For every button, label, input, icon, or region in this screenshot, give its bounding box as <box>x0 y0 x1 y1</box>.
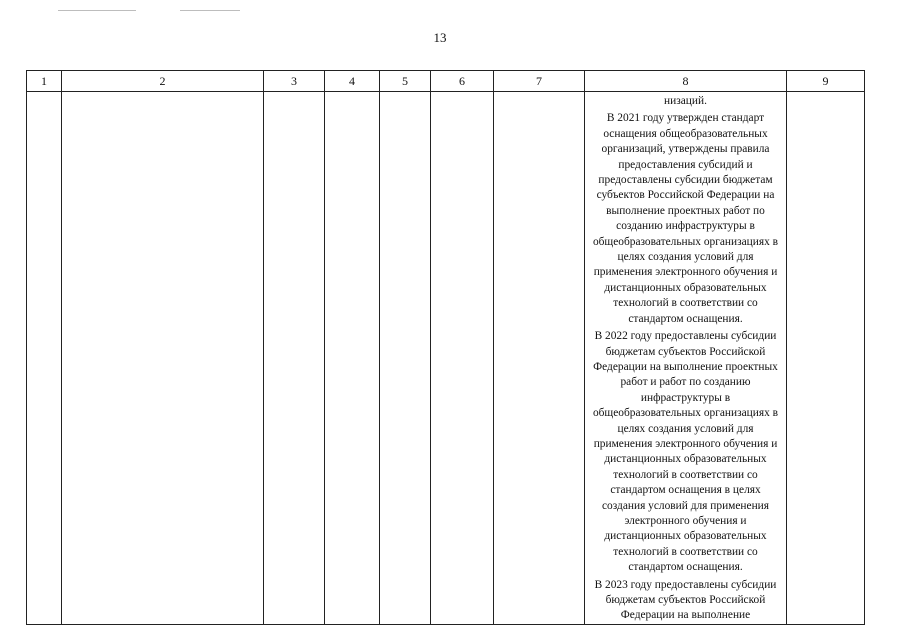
cell-col-4 <box>325 92 380 625</box>
cell-col-6 <box>431 92 494 625</box>
column-header-6: 6 <box>431 71 494 92</box>
column-header-3: 3 <box>264 71 325 92</box>
cell-col-2 <box>62 92 264 625</box>
column-header-5: 5 <box>380 71 431 92</box>
cell-col-9 <box>787 92 865 625</box>
column-header-9: 9 <box>787 71 865 92</box>
scan-artifact-top-right <box>180 10 240 11</box>
cell-col-8 <box>585 92 787 625</box>
column-header-2: 2 <box>62 71 264 92</box>
page-number: 13 <box>433 30 447 45</box>
cell-col-5 <box>380 92 431 625</box>
table-row <box>27 92 865 625</box>
scan-artifact-top <box>58 10 136 11</box>
paragraph-continuation: низаций. <box>664 95 707 107</box>
data-table <box>26 70 865 625</box>
paragraph-2023: В 2023 году предоставлены субсидии бюджетам субъектов Российской Федерации на выполнение <box>594 578 777 622</box>
cell-col-3 <box>264 92 325 625</box>
paragraph-2022: В 2022 году предоставлены субсидии бюджетам субъектов Российской Федерации на выполнение проектных работ и работ по созданию инфраструктуры в общеобразовательных организациях в целях создания условий для применения электронного обучения и дистанционных образовательных технологий в соответствии со стандартом оснащения в целях создания условий для применения электронного обучения и дистанционных образовательных технологий в соответствии со стандартом оснащения. <box>592 330 779 574</box>
header-row <box>27 71 865 92</box>
column-header-4: 4 <box>325 71 380 92</box>
column-header-7: 7 <box>494 71 585 92</box>
paragraph-2021: В 2021 году утвержден стандарт оснащения общеобразовательных организаций, утверждены правила предоставления субсидий и предоставлены субсидии бюджетам субъектов Российской Федерации на выполнение проектных работ по созданию инфраструктуры в общеобразовательных организациях в целях создания условий для применения электронного обучения и дистанционных образовательных технологий в соответствии со стандартом оснащения. <box>592 112 779 325</box>
column-header-1: 1 <box>27 71 62 92</box>
cell-col-7 <box>494 92 585 625</box>
cell-col-1 <box>27 92 62 625</box>
column-header-8: 8 <box>585 71 787 92</box>
